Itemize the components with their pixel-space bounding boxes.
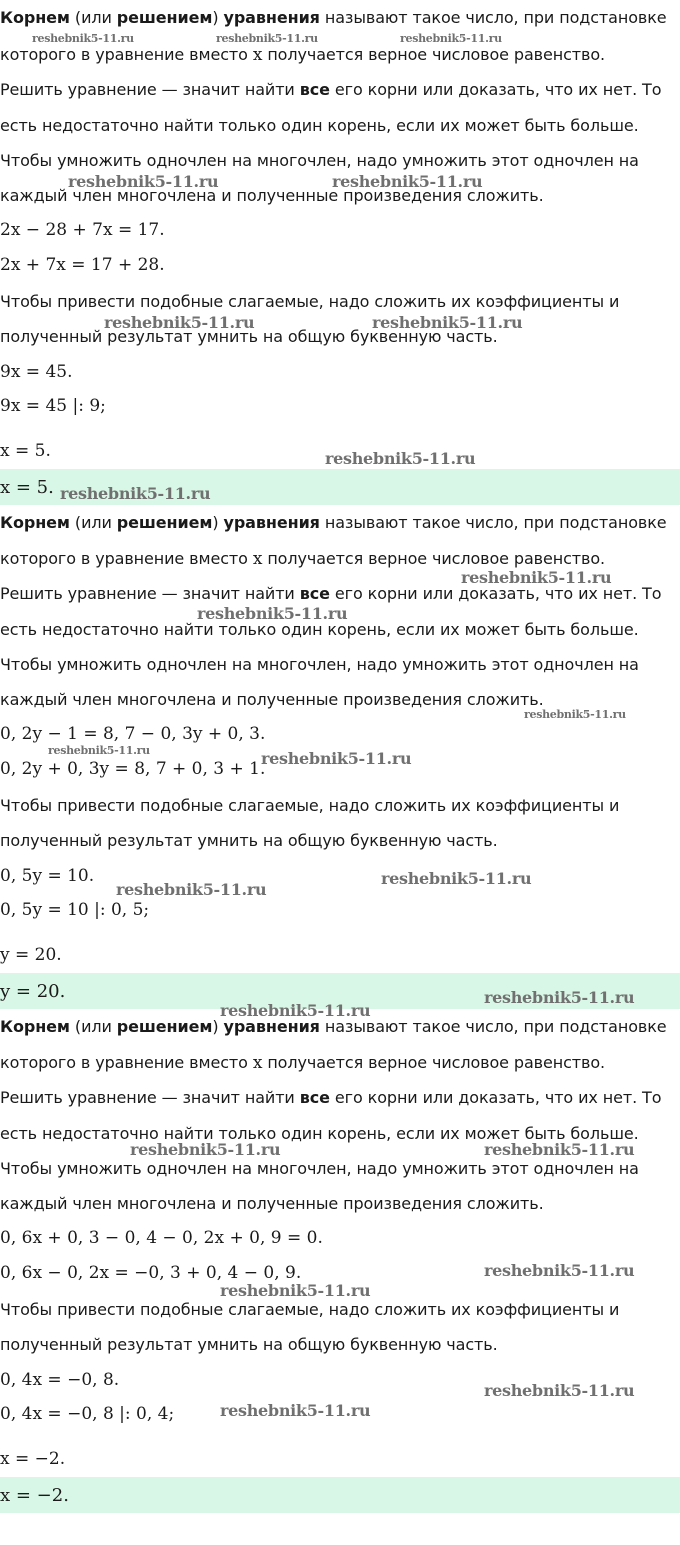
watermark: reshebnik5-11.ru — [116, 880, 267, 899]
watermark: reshebnik5-11.ru — [381, 869, 532, 888]
multiply-rule-line1: Чтобы умножить одночлен на многочлен, надо умножить этот одночлен на — [0, 151, 639, 170]
like-terms-rule-line1: Чтобы привести подобные слагаемые, надо сложить их коэффициенты и — [0, 796, 620, 815]
variable-x: x — [252, 549, 263, 569]
term-all: все — [299, 584, 330, 603]
multiply-rule-line2: каждый член многочлена и полученные произведения сложить. — [0, 1194, 544, 1213]
or-open: (или — [74, 513, 112, 532]
watermark: reshebnik5-11.ru — [130, 1140, 281, 1159]
answer-value: x = −2. — [0, 1485, 69, 1506]
equation-step: 0, 6x + 0, 3 − 0, 4 − 0, 2x + 0, 9 = 0. — [0, 1228, 323, 1248]
multiply-rule-line1: Чтобы умножить одночлен на многочлен, надо умножить этот одночлен на — [0, 655, 639, 674]
multiply-rule-line1: Чтобы умножить одночлен на многочлен, надо умножить этот одночлен на — [0, 1159, 639, 1178]
equation-step: y = 20. — [0, 945, 62, 965]
multiply-rule-line2: каждый член многочлена и полученные произведения сложить. — [0, 186, 544, 205]
watermark: reshebnik5-11.ru — [484, 1140, 635, 1159]
close-paren: ) — [212, 513, 219, 532]
watermark: reshebnik5-11.ru — [372, 313, 523, 332]
watermark: reshebnik5-11.ru — [400, 32, 502, 45]
equation-step: 2x + 7x = 17 + 28. — [0, 255, 165, 275]
close-paren: ) — [212, 8, 219, 27]
term-solution: решением — [116, 513, 213, 532]
solve-definition-line2: есть недостаточно найти только один корень, если их может быть больше. — [0, 1124, 639, 1143]
watermark: reshebnik5-11.ru — [216, 32, 318, 45]
term-all: все — [299, 1088, 330, 1107]
root-def-tail: называют такое число, при подстановке — [324, 513, 667, 532]
watermark: reshebnik5-11.ru — [461, 568, 612, 587]
variable-x: x — [252, 45, 263, 65]
root-definition-line1 — [0, 513, 680, 533]
root-definition-line1 — [0, 8, 680, 28]
watermark: reshebnik5-11.ru — [332, 172, 483, 191]
root-def-text-a: которого в уравнение вместо — [0, 549, 248, 568]
watermark: reshebnik5-11.ru — [104, 313, 255, 332]
root-def-text-a: которого в уравнение вместо — [0, 1053, 248, 1072]
root-definition-line2 — [0, 44, 680, 66]
like-terms-rule-line2: полученный результат умнить на общую буквенную часть. — [0, 327, 498, 346]
term-equation: уравнения — [223, 513, 320, 532]
equation-step: 9x = 45 |: 9; — [0, 396, 106, 416]
equation-step: 0, 4x = −0, 8 |: 0, 4; — [0, 1404, 175, 1424]
equation-step: 9x = 45. — [0, 362, 73, 382]
term-solution: решением — [116, 8, 213, 27]
equation-step: x = 5. — [0, 441, 51, 461]
or-open: (или — [74, 8, 112, 27]
solve-text-b: его корни или доказать, что их нет. То — [334, 584, 662, 603]
solve-definition-line1 — [0, 584, 680, 604]
term-solution: решением — [116, 1017, 213, 1036]
root-def-text-b: получается верное числовое равенство. — [267, 1053, 606, 1072]
multiply-rule-line2: каждый член многочлена и полученные произведения сложить. — [0, 690, 544, 709]
term-all: все — [299, 80, 330, 99]
like-terms-rule-line1: Чтобы привести подобные слагаемые, надо сложить их коэффициенты и — [0, 1300, 620, 1319]
root-definition-line1 — [0, 1017, 680, 1037]
equation-step: x = −2. — [0, 1449, 66, 1469]
root-def-text-a: которого в уравнение вместо — [0, 45, 248, 64]
equation-step: 0, 4x = −0, 8. — [0, 1370, 120, 1390]
like-terms-rule-line2: полученный результат умнить на общую буквенную часть. — [0, 1335, 498, 1354]
watermark: reshebnik5-11.ru — [48, 744, 150, 757]
watermark: reshebnik5-11.ru — [325, 449, 476, 468]
solve-text-a: Решить уравнение — значит найти — [0, 80, 295, 99]
equation-step: 0, 2y + 0, 3y = 8, 7 + 0, 3 + 1. — [0, 759, 266, 779]
term-root: Корнем — [0, 1017, 70, 1036]
equation-step: 0, 5y = 10 |: 0, 5; — [0, 900, 150, 920]
watermark: reshebnik5-11.ru — [220, 1001, 371, 1020]
root-definition-line2 — [0, 548, 680, 570]
solve-text-a: Решить уравнение — значит найти — [0, 1088, 295, 1107]
root-definition-line2 — [0, 1052, 680, 1074]
term-root: Корнем — [0, 8, 70, 27]
watermark: reshebnik5-11.ru — [68, 172, 219, 191]
or-open: (или — [74, 1017, 112, 1036]
equation-step: 2x − 28 + 7x = 17. — [0, 220, 165, 240]
term-equation: уравнения — [223, 8, 320, 27]
root-def-tail: называют такое число, при подстановке — [324, 1017, 667, 1036]
answer-value: y = 20. — [0, 981, 66, 1002]
root-def-tail: называют такое число, при подстановке — [324, 8, 667, 27]
like-terms-rule-line1: Чтобы привести подобные слагаемые, надо сложить их коэффициенты и — [0, 292, 620, 311]
watermark: reshebnik5-11.ru — [484, 1261, 635, 1280]
solve-text-b: его корни или доказать, что их нет. То — [334, 80, 662, 99]
watermark: reshebnik5-11.ru — [484, 988, 635, 1007]
term-root: Корнем — [0, 513, 70, 532]
term-equation: уравнения — [223, 1017, 320, 1036]
watermark: reshebnik5-11.ru — [484, 1381, 635, 1400]
solve-text-b: его корни или доказать, что их нет. То — [334, 1088, 662, 1107]
solve-definition-line2: есть недостаточно найти только один корень, если их может быть больше. — [0, 116, 639, 135]
answer-box — [0, 1477, 680, 1513]
solve-definition-line2: есть недостаточно найти только один корень, если их может быть больше. — [0, 620, 639, 639]
watermark: reshebnik5-11.ru — [220, 1401, 371, 1420]
watermark: reshebnik5-11.ru — [197, 604, 348, 623]
solve-definition-line1 — [0, 1088, 680, 1108]
equation-step: 0, 2y − 1 = 8, 7 − 0, 3y + 0, 3. — [0, 724, 266, 744]
watermark: reshebnik5-11.ru — [220, 1281, 371, 1300]
watermark: reshebnik5-11.ru — [524, 708, 626, 721]
solve-definition-line1 — [0, 80, 680, 100]
solve-text-a: Решить уравнение — значит найти — [0, 584, 295, 603]
close-paren: ) — [212, 1017, 219, 1036]
root-def-text-b: получается верное числовое равенство. — [267, 45, 606, 64]
equation-step: 0, 5y = 10. — [0, 866, 95, 886]
watermark: reshebnik5-11.ru — [261, 749, 412, 768]
watermark: reshebnik5-11.ru — [60, 484, 211, 503]
watermark: reshebnik5-11.ru — [32, 32, 134, 45]
like-terms-rule-line2: полученный результат умнить на общую буквенную часть. — [0, 831, 498, 850]
answer-value: x = 5. — [0, 477, 54, 498]
variable-x: x — [252, 1053, 263, 1073]
root-def-text-b: получается верное числовое равенство. — [267, 549, 606, 568]
equation-step: 0, 6x − 0, 2x = −0, 3 + 0, 4 − 0, 9. — [0, 1263, 302, 1283]
